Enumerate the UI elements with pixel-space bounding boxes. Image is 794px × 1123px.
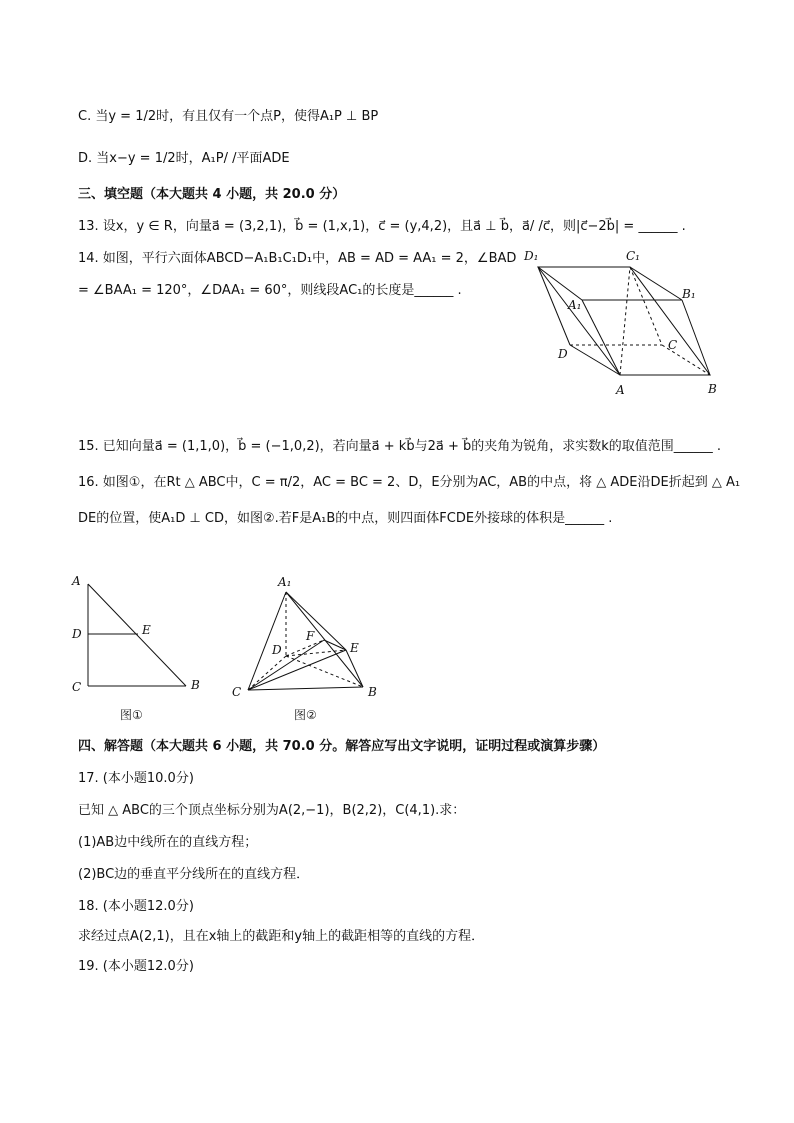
question-14-line1: 14. 如图，平行六面体ABCD−A₁B₁C₁D₁中，AB = AD = AA₁ = 2，∠BAD: [78, 251, 517, 266]
triangle-figure-1: [66, 570, 216, 698]
fig1-label-e: E: [142, 623, 151, 637]
label-c: C: [668, 338, 678, 352]
question-17-text: 已知 △ ABC的三个顶点坐标分别为A(2,−1)，B(2,2)，C(4,1).求：: [78, 803, 466, 818]
question-15: 15. 已知向量a⃗ = (1,1,0)，b⃗ = (−1,0,2)，若向量a⃗ + kb⃗与2a⃗ + b⃗的夹角为锐角，求实数k的取值范围______ .: [78, 439, 722, 454]
question-16-line1: 16. 如图①，在Rt △ ABC中，C = π/2，AC = BC = 2、D，E分别为AC，AB的中点，将 △ ADE沿DE折起到 △ A₁: [78, 475, 741, 490]
label-a1: A₁: [568, 298, 582, 312]
question-18-header: 18. (本小题12.0分): [78, 899, 194, 914]
question-17-part2: (2)BC边的垂直平分线所在的直线方程．: [78, 867, 310, 882]
parallelepiped-figure: [520, 245, 750, 400]
option-d: D. 当x−y = 1/2时，A₁P/ /平面ADE: [78, 151, 290, 166]
question-17-part1: (1)AB边中线所在的直线方程；: [78, 835, 258, 850]
tetrahedron-figure-2: [228, 572, 388, 700]
label-c1: C₁: [626, 249, 640, 263]
figure-2-caption: 图②: [294, 708, 317, 722]
fig2-label-a1: A₁: [278, 575, 292, 589]
fig1-label-c: C: [72, 680, 82, 694]
label-b: B: [708, 382, 717, 396]
option-c: C. 当y = 1/2时，有且仅有一个点P，使得A₁P ⊥ BP: [78, 109, 379, 124]
label-d: D: [558, 347, 568, 361]
label-b1: B₁: [682, 287, 696, 301]
fig1-label-a: A: [72, 574, 81, 588]
fig2-label-f: F: [306, 629, 315, 643]
question-17-header: 17. (本小题10.0分): [78, 771, 194, 786]
question-19-header: 19. (本小题12.0分): [78, 959, 194, 974]
label-a: A: [616, 383, 625, 397]
question-13: 13. 设x，y ∈ R，向量a⃗ = (3,2,1)，b⃗ = (1,x,1)，c⃗ = (y,4,2)，且a⃗ ⊥ b⃗，a⃗/ /c⃗，则|c⃗−2b⃗| = ______ .: [78, 219, 686, 234]
question-16-line2: DE的位置，使A₁D ⊥ CD，如图②.若F是A₁B的中点，则四面体FCDE外接球的体积是______ .: [78, 511, 613, 526]
fig2-label-d: D: [272, 643, 282, 657]
figure-1-caption: 图①: [120, 708, 143, 722]
fig2-label-e: E: [350, 641, 359, 655]
question-18-text: 求经过点A(2,1)，且在x轴上的截距和y轴上的截距相等的直线的方程．: [78, 929, 485, 944]
fig2-label-b: B: [368, 685, 377, 699]
section3-title: 三、填空题（本大题共 4 小题，共 20.0 分）: [78, 187, 346, 202]
label-d1: D₁: [524, 249, 539, 263]
question-14-line2: = ∠BAA₁ = 120°，∠DAA₁ = 60°，则线段AC₁的长度是______ .: [78, 283, 462, 298]
fig2-label-c: C: [232, 685, 242, 699]
section4-title: 四、解答题（本大题共 6 小题，共 70.0 分。解答应写出文字说明，证明过程或演算步骤）: [78, 739, 606, 754]
fig1-label-b: B: [191, 678, 200, 692]
fig1-label-d: D: [72, 627, 82, 641]
